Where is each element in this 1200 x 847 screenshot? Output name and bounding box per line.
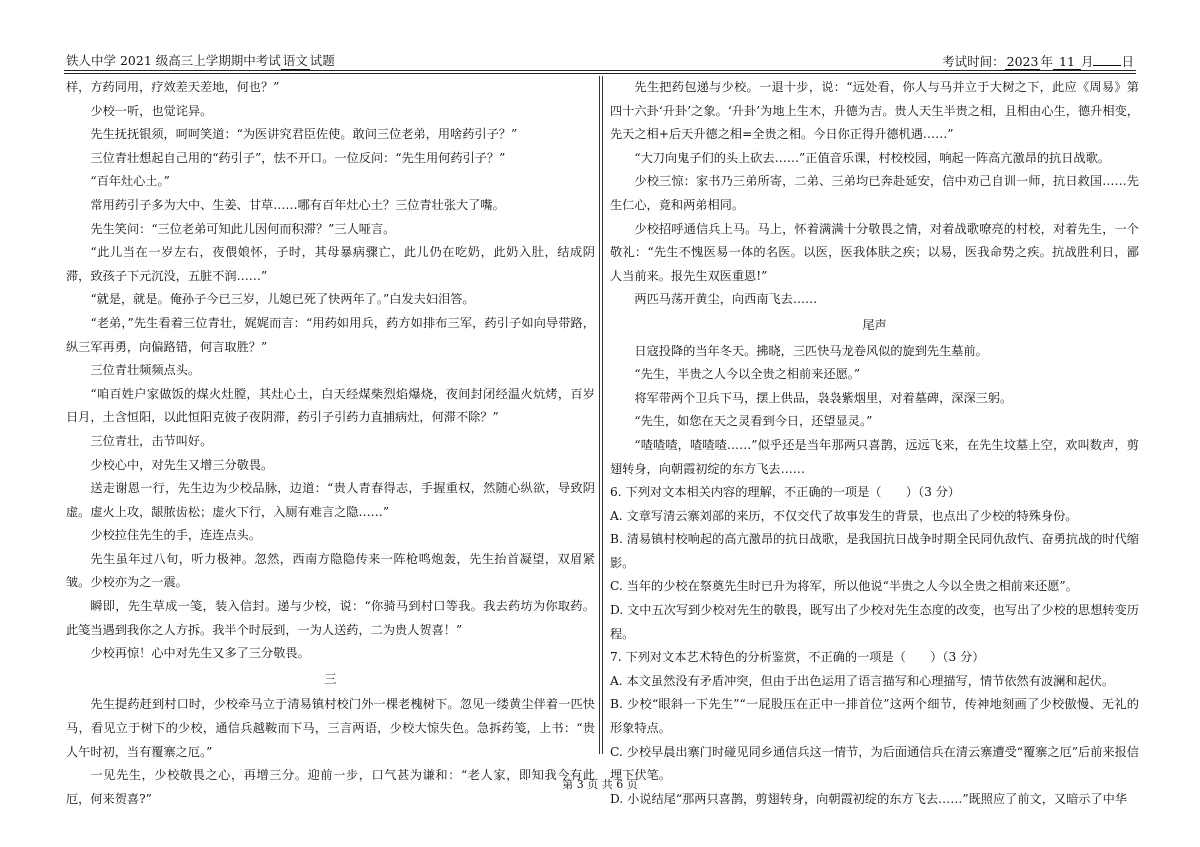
paragraph: 将军带两个卫兵下马，摆上供品，袅袅紫烟里，对着墓碑，深深三躬。	[634, 390, 1013, 405]
paragraph: 先生把药包递与少校。一退十步，说：“远处看，你人与马并立于大树之下，此应《周易》第四十六卦‘升卦’之象。‘升卦’为地上生木，升德为吉。贵人天生半贵之相，且相由心生，德升相变，先天之相+后天升德之相=全贵之相。今日你正得升德机遇……”	[610, 80, 1139, 142]
paragraph: “咱百姓户家做饭的煤火灶膛，其灶心土，白天经煤柴烈焰爆烧，夜间封闭经温火炕烤，百岁日月，土含恒阳，以此恒阳克彼子夜阴滞，药引子引药力直捕病灶，何滞不除？”	[66, 386, 595, 425]
header-rule-secondary	[64, 73, 1136, 74]
paragraph: “老弟，”先生看着三位青壮，娓娓而言：“用药如用兵，药方如排布三军，药引子如向导带路，纵三军再勇，向偏路错，何言取胜？”	[66, 315, 595, 354]
paragraph: 送走谢恩一行，先生边为少校品脉，边道：“贵人青春得志，手握重权，然随心纵欲，导致阴虚。虚火上攻，龈脓齿松；虚火下行，入厕有难言之隐……”	[66, 481, 595, 519]
section-heading-three: 三	[324, 671, 337, 686]
exam-year: 2023	[1006, 54, 1039, 69]
paragraph: “百年灶心土。”	[90, 174, 170, 189]
year-char: 年	[1040, 54, 1053, 69]
paragraph: 少校三惊：家书乃三弟所寄，二弟、三弟均已奔赴延安，信中劝己自训一师，抗日救国……先生仁心，竟和两弟相同。	[610, 174, 1139, 212]
column-divider-secondary	[602, 76, 603, 754]
question-option: C. 当年的少校在祭奠先生时已升为将军，所以他说“半贵之人今以全贵之相前来还愿”。	[610, 579, 1078, 594]
paragraph: 先生虽年过八旬，听力极神。忽然，西南方隐隐传来一阵枪鸣炮轰，先生抬首凝望，双眉紧皱。少校亦为之一震。	[66, 551, 595, 590]
question-option: B. 少校“眼斜一下先生”“一屁股压在正中一排首位”这两个细节，传神地刻画了少校傲慢、无礼的形象特点。	[610, 697, 1139, 736]
question-option: A. 本文虽然没有矛盾冲突，但由于出色运用了语言描写和心理描写，情节依然有波澜和起伏。	[610, 673, 1115, 688]
paragraph: “大刀向鬼子们的头上砍去……”正值音乐课，村校校园，响起一阵高亢激昂的抗日战歌。	[634, 150, 1110, 165]
paragraph: 先生抚抚银须，呵呵笑道：“为医讲究君臣佐使。敢问三位老弟，用啥药引子？”	[90, 127, 518, 142]
left-column	[66, 76, 595, 806]
school-exam-name: 铁人中学 2021 级高三上学期期中考试	[66, 53, 281, 68]
paragraph: 少校拉住先生的手，连连点头。	[90, 528, 262, 543]
paragraph: 三位青壮想起自己用的“药引子”，怯不开口。一位反问：“先生用何药引子？”	[90, 150, 506, 165]
question-option: D. 文中五次写到少校对先生的敬畏，既写出了少校对先生态度的改变，也写出了少校的思想转变历程。	[610, 603, 1139, 641]
paragraph: “先生，半贵之人今以全贵之相前来还愿。”	[634, 367, 861, 382]
paragraph: 少校心中，对先生又增三分敬畏。	[90, 457, 274, 472]
exam-month: 11	[1053, 54, 1081, 70]
question-option: D. 小说结尾“那两只喜鹊，剪翅转身，向朝霞初绽的东方飞去……”既照应了前文，又暗示了中华	[610, 791, 1128, 806]
exam-date	[942, 52, 1134, 70]
month-char: 月	[1080, 54, 1094, 69]
paragraph: 两匹马荡开黄尘，向西南飞去……	[634, 292, 818, 307]
paragraph: 少校一听，也觉诧异。	[90, 103, 213, 118]
paragraph: “此儿当在一岁左右，夜偎娘怀，子时，其母暴病骤亡，此儿仍在吃奶，此奶入肚，结成阴滞，致孩子下元沉没，五脏不润……”	[66, 245, 595, 283]
paragraph: 日寇投降的当年冬天。拂晓，三匹快马龙卷风似的旋到先生墓前。	[634, 343, 988, 358]
page-number: 第 3 页 共 6 页	[562, 778, 638, 791]
paragraph: “就是，就是。俺孙子今已三岁，儿媳已死了快两年了。”白发夫妇泪答。	[90, 292, 475, 307]
exam-title	[66, 51, 335, 70]
paragraph: 三位青壮频频点头。	[90, 363, 201, 378]
exam-date-label: 考试时间：	[942, 54, 1005, 69]
subject-field: 语文	[282, 53, 308, 68]
paragraph: 少校再惊！心中对先生又多了三分敬畏。	[90, 646, 310, 661]
question-6: 6. 下列对文本相关内容的理解，不正确的一项是（ ）（3 分）	[610, 485, 961, 500]
question-7: 7. 下列对文本艺术特色的分析鉴赏，不正确的一项是（ ）（3 分）	[610, 650, 985, 665]
paragraph: “喳喳喳，喳喳喳……”似乎还是当年那两只喜鹊，远远飞来，在先生坟墓上空，欢叫数声，剪翅转身，向朝霞初绽的东方飞去……	[610, 437, 1139, 476]
exam-title-suffix: 试题	[309, 53, 335, 68]
right-column	[610, 76, 1139, 806]
paragraph: 少校招呼通信兵上马。马上，怀着满满十分敬畏之情，对着战歌嘹亮的村校，对着先生，一个敬礼：“先生不愧医易一体的名医。以医，医我体肤之疾；以易，医我命势之疾。抗战胜利日，鄙人当前来。报先生双医重恩!”	[610, 221, 1139, 283]
paragraph: 样，方药同用，疗效差天差地，何也？”	[66, 80, 280, 94]
paragraph: 三位青壮，击节叫好。	[90, 433, 213, 448]
section-heading-epilogue: 尾声	[862, 317, 887, 332]
paragraph: “先生，如您在天之灵看到今日，还望显灵。”	[634, 414, 873, 429]
paragraph: 先生提药赶到村口时，少校牵马立于清易镇村校门外一棵老槐树下。忽见一缕黄尘伴着一匹快马，看见立于树下的少校，通信兵越鞍而下马，三言两语，少校大惊失色。急拆药笺，上书：“贵人午时初，当有覆寨之厄。”	[66, 697, 595, 759]
column-divider	[599, 76, 600, 754]
page-header	[66, 48, 1134, 70]
exam-day	[1093, 65, 1121, 66]
paragraph: 先生笑问：“三位老弟可知此儿因何而积滞？”三人哑言。	[90, 221, 396, 236]
question-option: B. 清易镇村校响起的高亢激昂的抗日战歌，是我国抗日战争时期全民同仇敌忾、奋勇抗战的时代缩影。	[610, 532, 1139, 570]
paragraph: 瞬即，先生草成一笺，装入信封。递与少校，说：“你骑马到村口等我。我去药坊为你取药。此笺当遇到我你之人方拆。我半个时辰到，一为人送药，二为贵人贺喜！”	[66, 599, 595, 637]
paragraph: 一见先生，少校敬畏之心，再增三分。迎前一步，口气甚为谦和：“老人家，即知我今有此厄，何来贺喜?”	[66, 768, 595, 806]
question-option: A. 文章写清云寨刘部的来历，不仅交代了故事发生的背景，也点出了少校的特殊身份。	[610, 508, 1078, 523]
question-option: C. 少校早晨出寨门时碰见同乡通信兵这一情节，为后面通信兵在清云寨遭受“覆寨之厄”后前来报信埋下伏笔。	[610, 744, 1139, 783]
day-char: 日	[1121, 54, 1134, 69]
paragraph: 常用药引子多为大中、生姜、甘草……哪有百年灶心土？三位青壮张大了嘴。	[90, 197, 505, 212]
header-rule	[64, 70, 1136, 71]
